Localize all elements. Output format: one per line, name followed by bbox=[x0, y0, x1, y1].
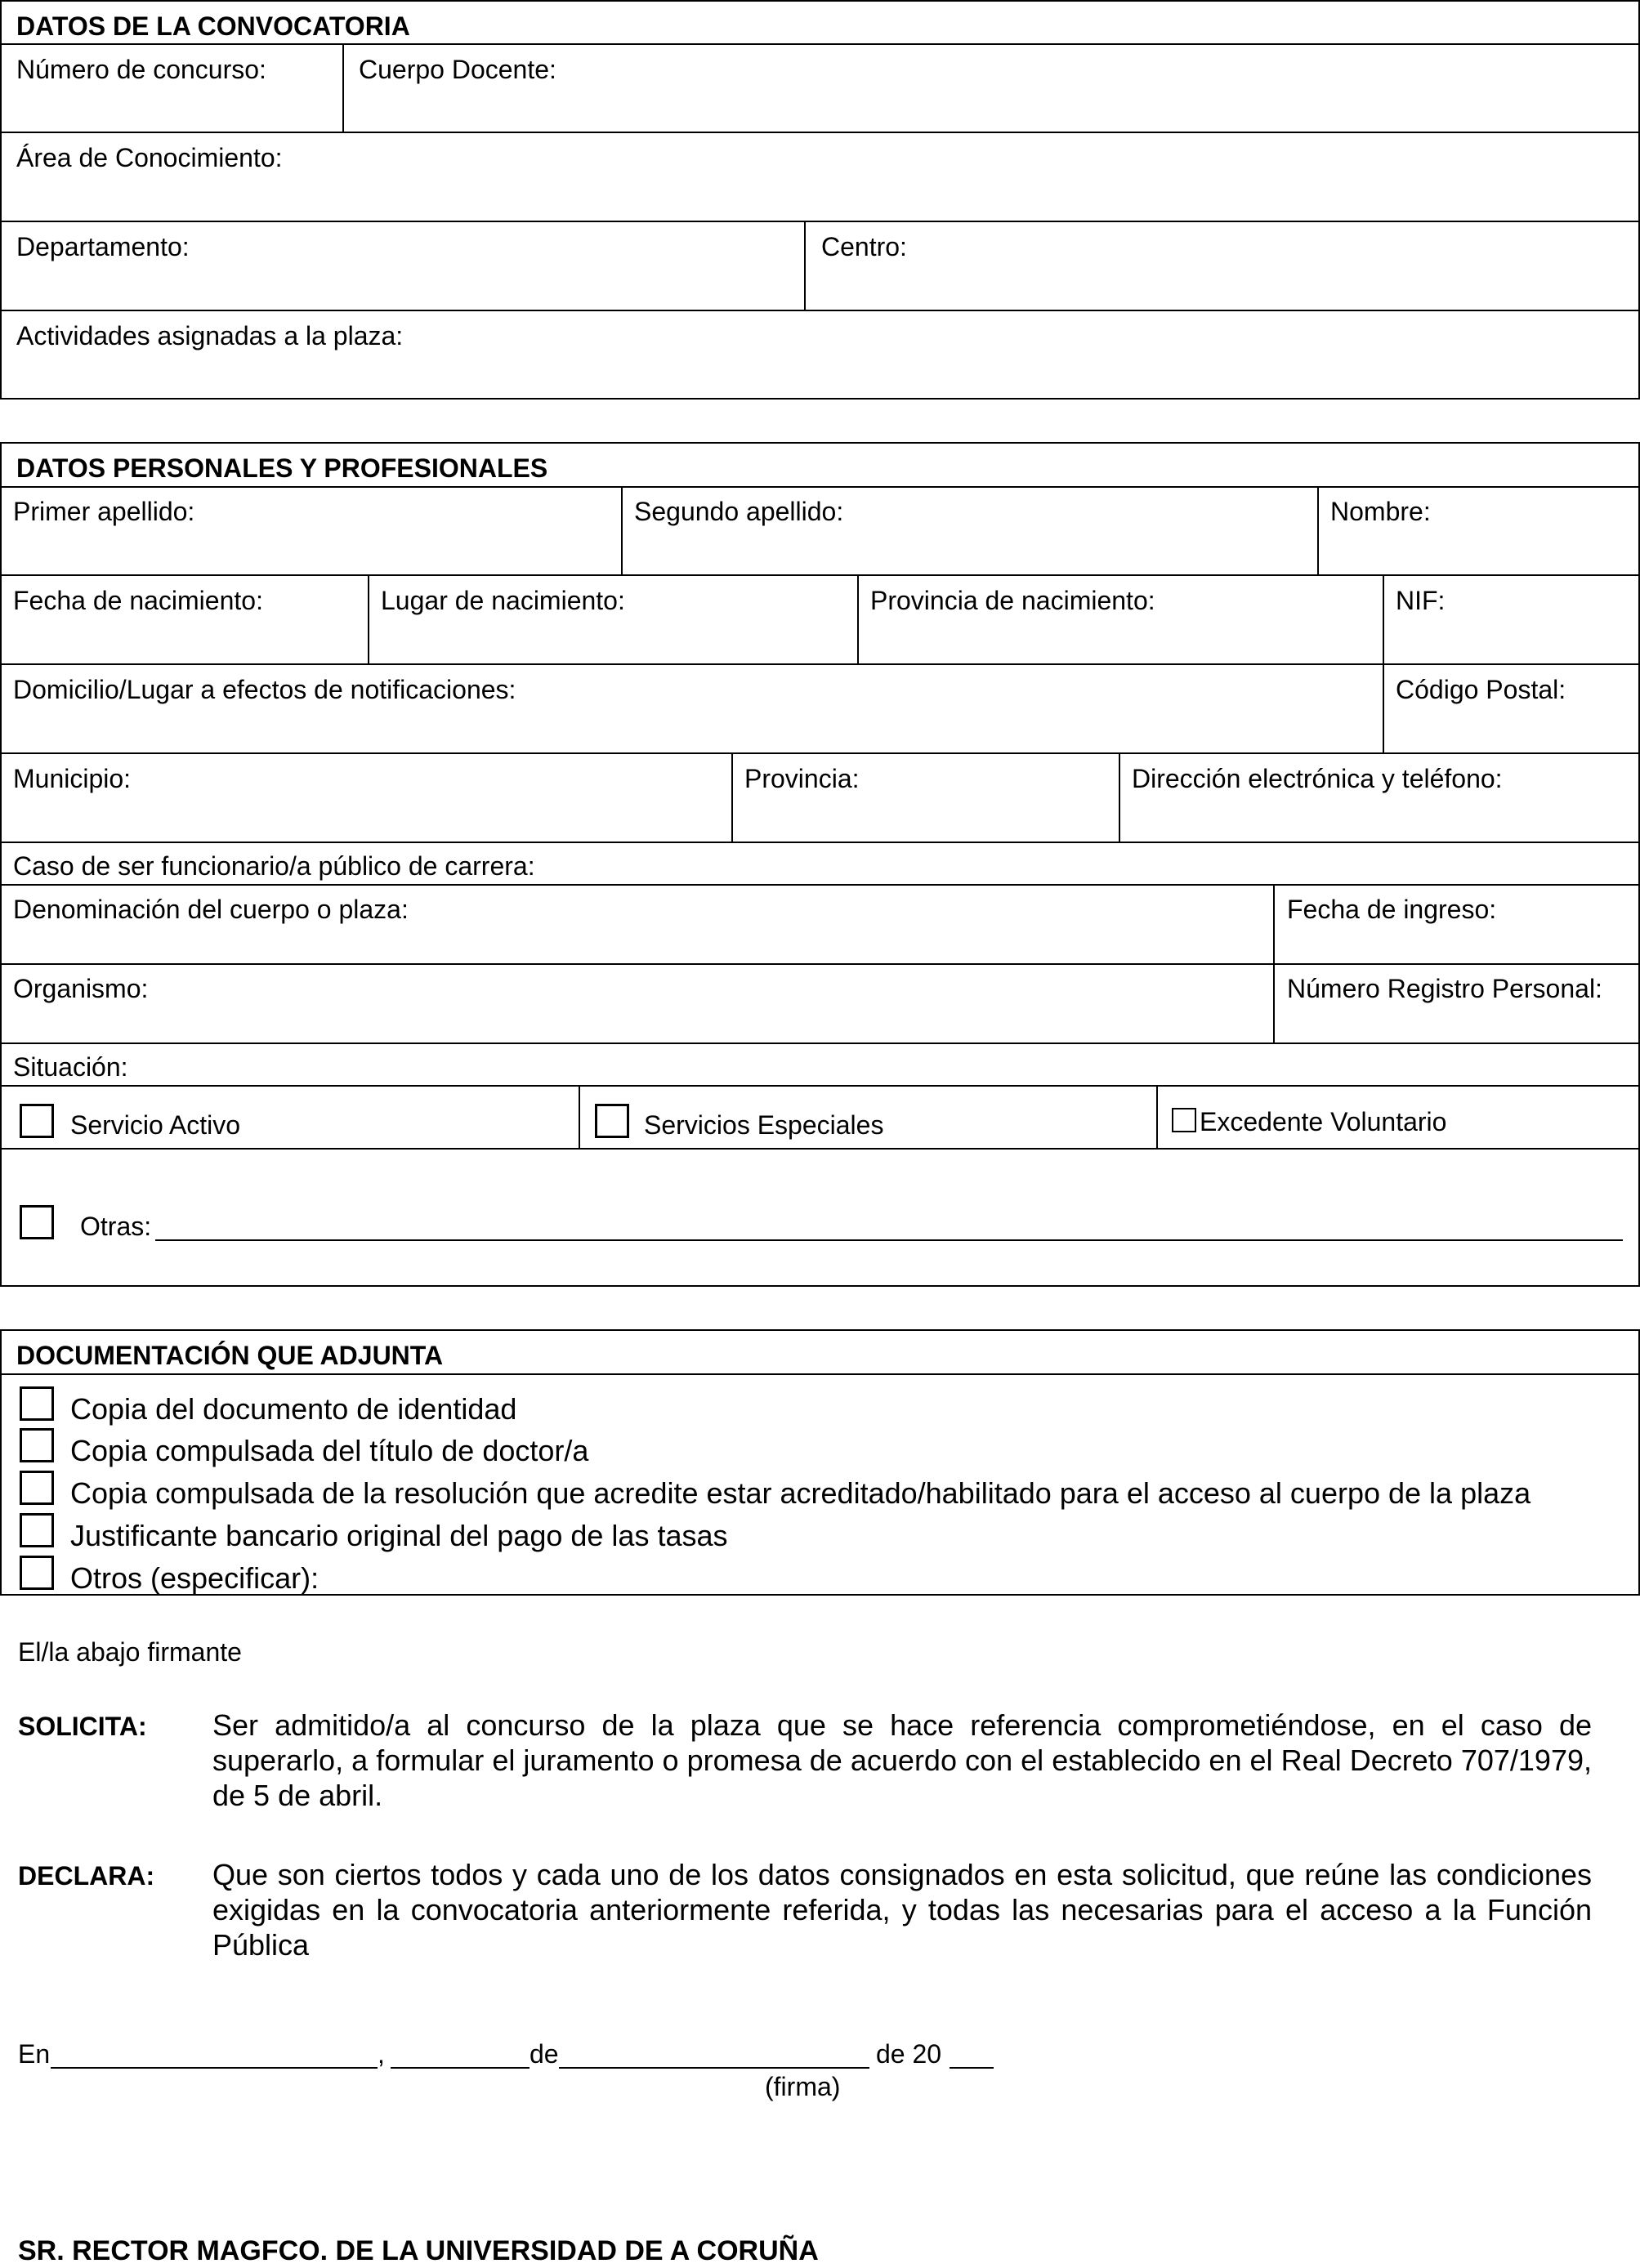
checkbox[interactable] bbox=[20, 1386, 54, 1421]
fecha-comma: , bbox=[378, 2039, 385, 2069]
otras-checkbox[interactable] bbox=[20, 1205, 54, 1239]
documentacion-section bbox=[0, 1329, 1640, 1596]
direccion-field[interactable]: Dirección electrónica y teléfono: bbox=[1132, 764, 1503, 793]
convocatoria-title: DATOS DE LA CONVOCATORIA bbox=[16, 11, 410, 41]
fecha-dia-line[interactable] bbox=[391, 2067, 530, 2069]
nombre-field[interactable]: Nombre: bbox=[1330, 497, 1431, 526]
fecha-anio-line[interactable] bbox=[950, 2067, 994, 2069]
fecha-en: En bbox=[18, 2039, 51, 2069]
personales-title: DATOS PERSONALES Y PROFESIONALES bbox=[16, 453, 548, 483]
situacion-label: Situación: bbox=[13, 1052, 128, 1082]
checkbox[interactable] bbox=[20, 1556, 54, 1590]
centro-field[interactable]: Centro: bbox=[821, 232, 907, 261]
municipio-field[interactable]: Municipio: bbox=[13, 764, 132, 793]
nif-field[interactable]: NIF: bbox=[1396, 586, 1446, 615]
doc-item-label: Otros (especificar): bbox=[70, 1561, 320, 1595]
numero-concurso-field[interactable]: Número de concurso: bbox=[16, 55, 266, 84]
servicios-especiales-checkbox[interactable] bbox=[595, 1104, 629, 1138]
checkbox[interactable] bbox=[20, 1428, 54, 1462]
codigo-postal-field[interactable]: Código Postal: bbox=[1396, 675, 1566, 704]
doc-item-label: Copia compulsada del título de doctor/a bbox=[70, 1434, 589, 1467]
fecha-de: de bbox=[530, 2039, 559, 2069]
rector-addressee: SR. RECTOR MAGFCO. DE LA UNIVERSIDAD DE A CORUÑA bbox=[18, 2235, 819, 2266]
checkbox[interactable] bbox=[20, 1471, 54, 1505]
servicios-especiales-label: Servicios Especiales bbox=[644, 1110, 884, 1140]
fecha-lugar-line[interactable] bbox=[51, 2067, 378, 2069]
excedente-checkbox[interactable] bbox=[1172, 1108, 1196, 1132]
denominacion-field[interactable]: Denominación del cuerpo o plaza: bbox=[13, 895, 409, 924]
solicita-label: SOLICITA: bbox=[18, 1712, 147, 1741]
area-conocimiento-field[interactable]: Área de Conocimiento: bbox=[16, 143, 283, 172]
organismo-field[interactable]: Organismo: bbox=[13, 974, 149, 1003]
convocatoria-section bbox=[0, 0, 1640, 400]
excedente-label: Excedente Voluntario bbox=[1200, 1107, 1447, 1136]
otras-label: Otras: bbox=[80, 1212, 152, 1241]
declara-text: Que son ciertos todos y cada uno de los datos consignados en esta solicitud, que reúne las condiciones exigidas en la convocatoria anteriormente referida, y todas las necesarias para el acceso a la Función Pública bbox=[212, 1858, 1592, 1962]
servicio-activo-checkbox[interactable] bbox=[20, 1104, 54, 1138]
cuerpo-docente-field[interactable]: Cuerpo Docente: bbox=[359, 55, 556, 84]
actividades-field[interactable]: Actividades asignadas a la plaza: bbox=[16, 321, 404, 350]
servicio-activo-label: Servicio Activo bbox=[70, 1110, 241, 1140]
firma-label: (firma) bbox=[765, 2072, 841, 2101]
segundo-apellido-field[interactable]: Segundo apellido: bbox=[634, 497, 844, 526]
checkbox[interactable] bbox=[20, 1513, 54, 1547]
fecha-de20: de 20 bbox=[876, 2039, 942, 2069]
documentacion-title: DOCUMENTACIÓN QUE ADJUNTA bbox=[16, 1341, 444, 1370]
funcionario-label: Caso de ser funcionario/a público de carrera: bbox=[13, 851, 535, 881]
otras-line[interactable] bbox=[155, 1239, 1623, 1241]
fecha-nacimiento-field[interactable]: Fecha de nacimiento: bbox=[13, 586, 263, 615]
doc-item-label: Justificante bancario original del pago de las tasas bbox=[70, 1519, 728, 1552]
provincia-field[interactable]: Provincia: bbox=[744, 764, 860, 793]
fecha-ingreso-field[interactable]: Fecha de ingreso: bbox=[1287, 895, 1497, 924]
provincia-nacimiento-field[interactable]: Provincia de nacimiento: bbox=[870, 586, 1155, 615]
fecha-mes-line[interactable] bbox=[559, 2067, 869, 2069]
firmante-text: El/la abajo firmante bbox=[18, 1637, 242, 1667]
doc-item-label: Copia compulsada de la resolución que acredite estar acreditado/habilitado para el acceso al cuerpo de la plaza bbox=[70, 1476, 1531, 1510]
personales-section bbox=[0, 442, 1640, 1287]
solicita-text: Ser admitido/a al concurso de la plaza que se hace referencia comprometiéndose, en el caso de superarlo, a formular el juramento o promesa de acuerdo con el establecido en el Real Decreto 707/1979, de 5 de abril. bbox=[212, 1708, 1592, 1812]
departamento-field[interactable]: Departamento: bbox=[16, 232, 190, 261]
doc-item-label: Copia del documento de identidad bbox=[70, 1392, 517, 1426]
domicilio-field[interactable]: Domicilio/Lugar a efectos de notificaciones: bbox=[13, 675, 516, 704]
declara-label: DECLARA: bbox=[18, 1861, 155, 1891]
lugar-nacimiento-field[interactable]: Lugar de nacimiento: bbox=[381, 586, 625, 615]
registro-field[interactable]: Número Registro Personal: bbox=[1287, 974, 1602, 1003]
primer-apellido-field[interactable]: Primer apellido: bbox=[13, 497, 195, 526]
